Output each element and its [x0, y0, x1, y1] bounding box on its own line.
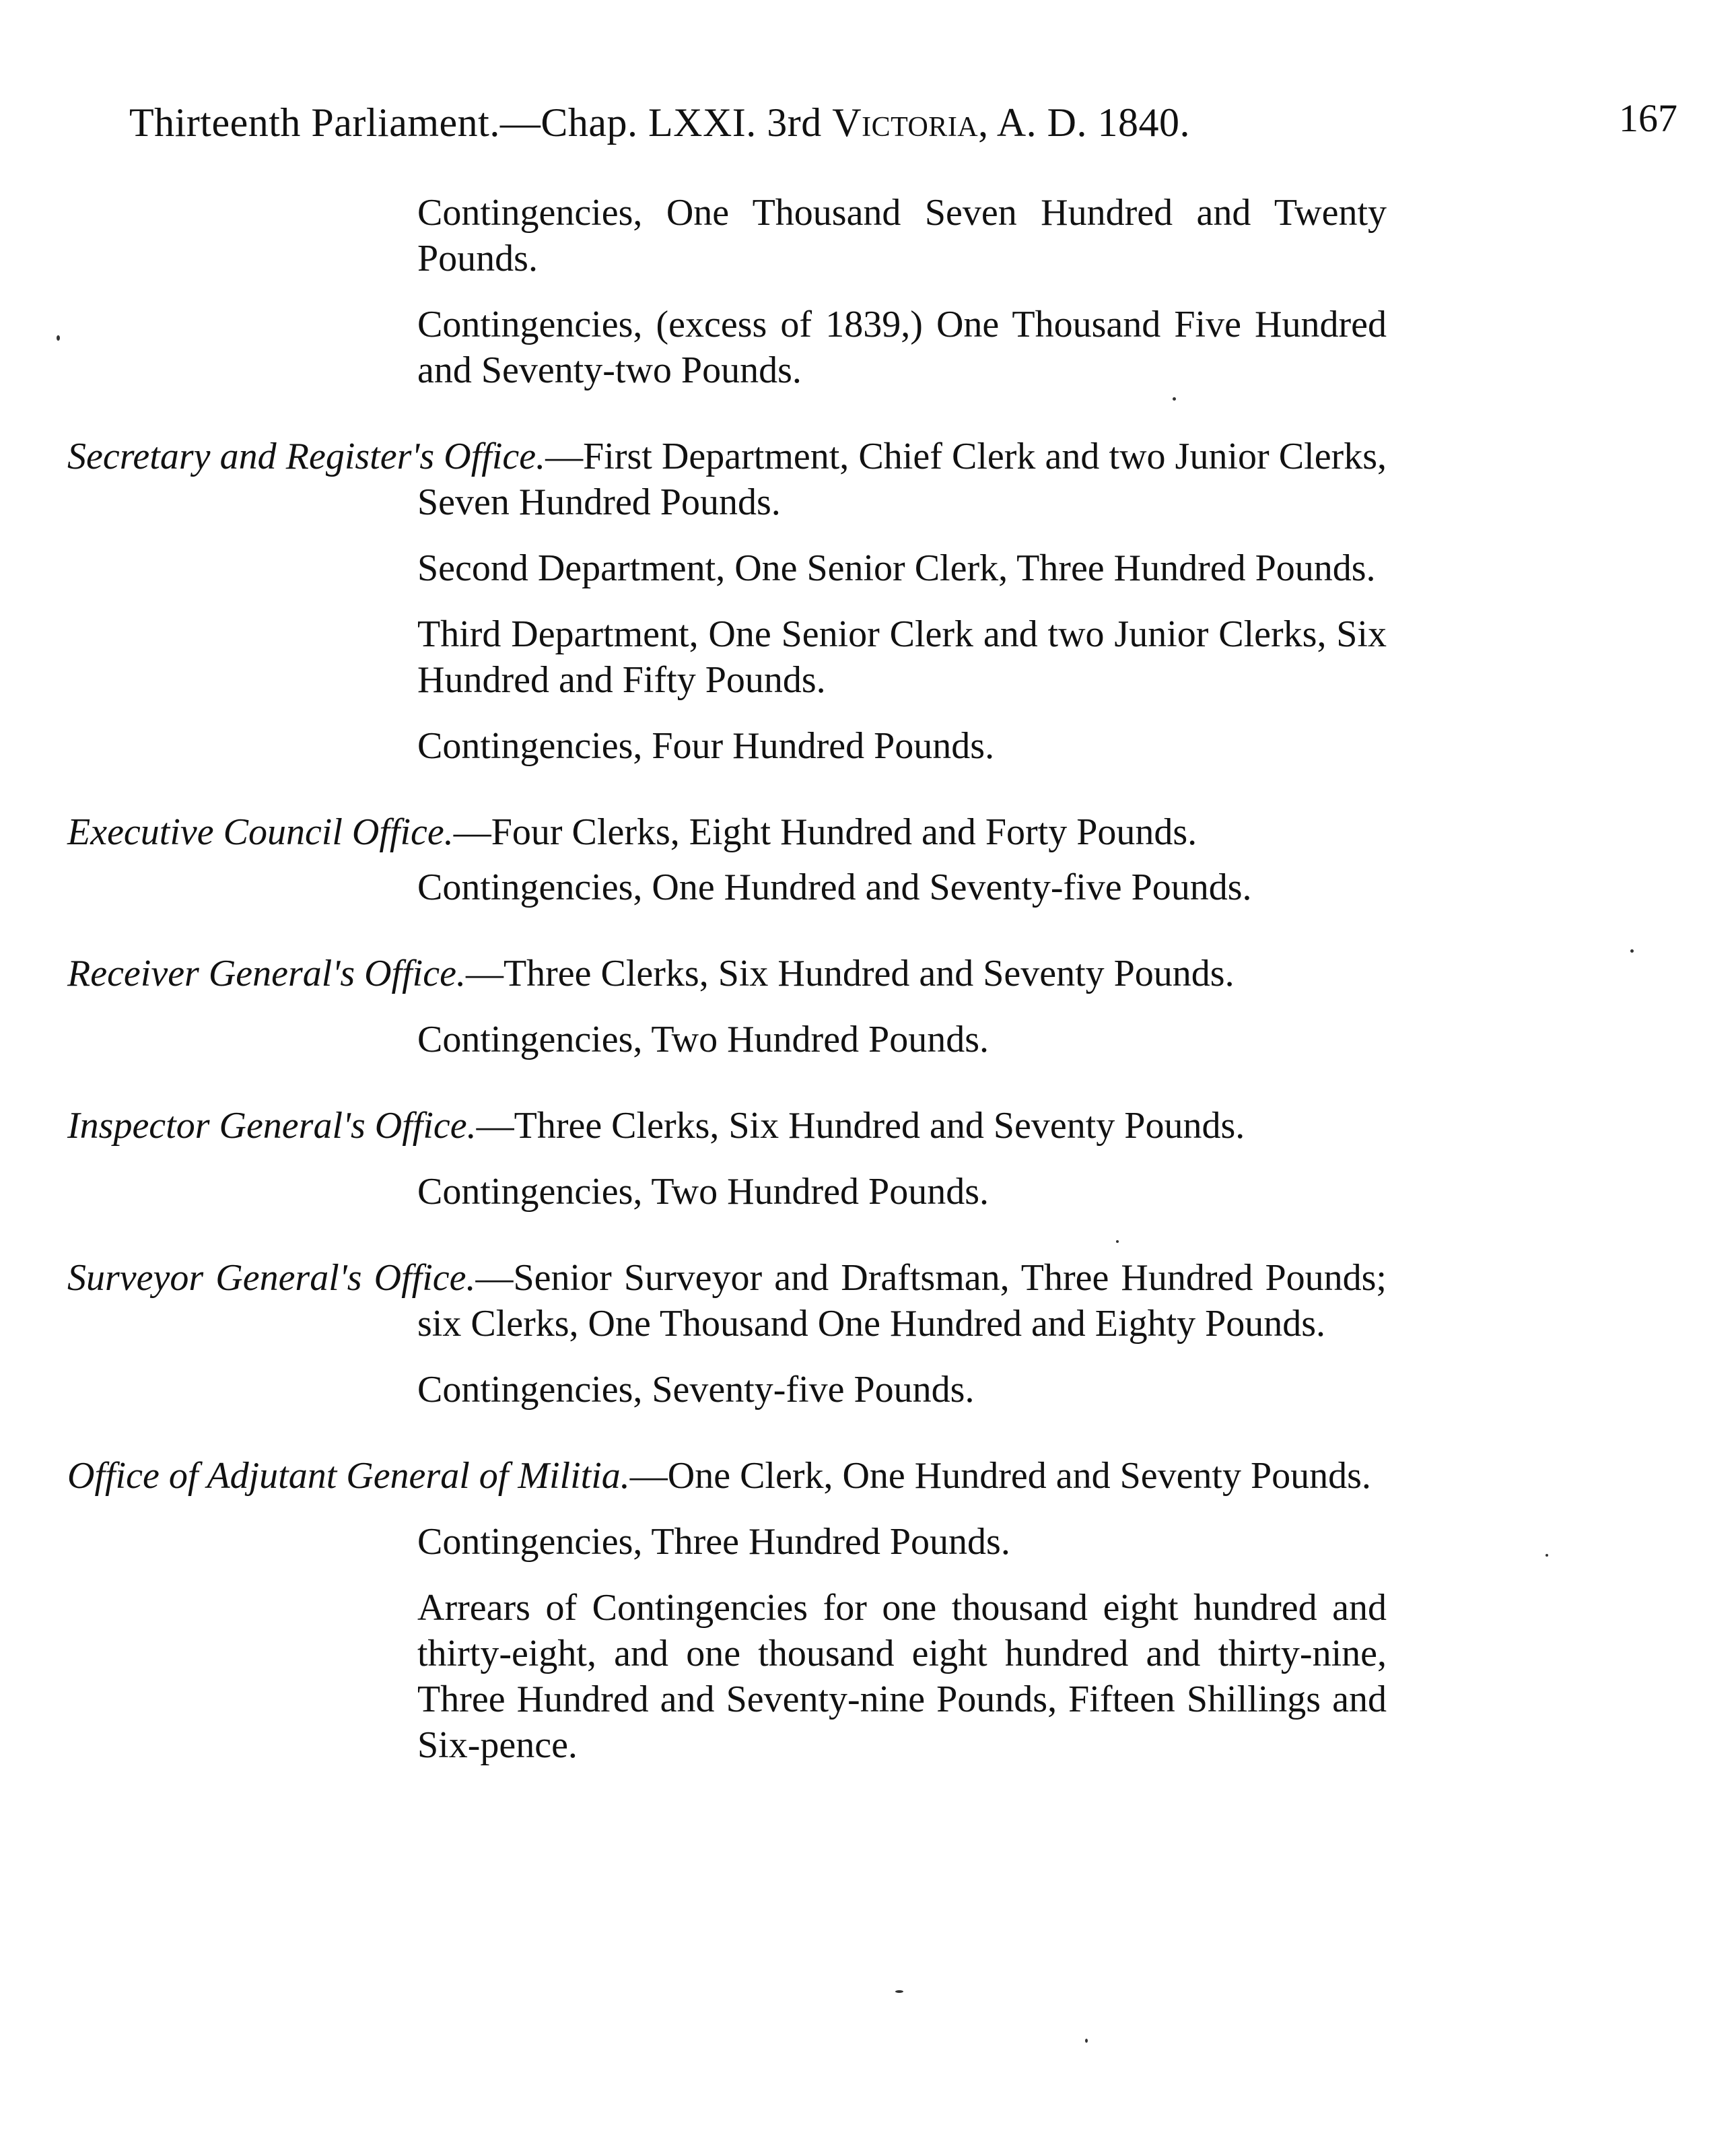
secretary-line-1: Second Department, One Senior Clerk, Three Hundred Pounds.	[417, 547, 1376, 589]
scan-speck	[1630, 949, 1634, 953]
section-receiver	[67, 951, 1387, 996]
running-title-date: , A. D. 1840.	[978, 100, 1190, 145]
page-number: 167	[1619, 96, 1677, 140]
section-text: —Four Clerks, Eight Hundred and Forty Pounds.	[453, 811, 1197, 853]
section-heading: Inspector General's Office.	[67, 1105, 477, 1147]
scan-speck	[1085, 2039, 1088, 2043]
section-text: —Three Clerks, Six Hundred and Seventy Pounds.	[465, 953, 1235, 994]
executive-line-1: Contingencies, One Hundred and Seventy-five Pounds.	[417, 867, 1252, 908]
inspector-line-1: Contingencies, Two Hundred Pounds.	[417, 1171, 989, 1213]
scan-speck	[1173, 397, 1176, 401]
scan-speck	[1546, 1554, 1548, 1557]
section-heading: Surveyor General's Office.	[67, 1257, 476, 1299]
receiver-line-1: Contingencies, Two Hundred Pounds.	[417, 1019, 989, 1060]
running-title	[129, 100, 1190, 146]
section-text: —First Department, Chief Clerk and two Junior Clerks, Seven Hundred Pounds.	[417, 436, 1387, 523]
section-text: —Senior Surveyor and Draftsman, Three Hundred Pounds; six Clerks, One Thousand One Hundred and Eighty Pounds.	[417, 1257, 1387, 1345]
section-secretary	[67, 434, 1387, 525]
scan-speck	[57, 335, 60, 341]
section-adjutant	[67, 1453, 1387, 1499]
adjutant-line-2: Arrears of Contingencies for one thousand eight hundred and thirty-eight, and one thousand eight hundred and thirty-nine, Three Hundred and Seventy-nine Pounds, Fifteen Shillings and Six-pence.	[417, 1587, 1387, 1766]
adjutant-line-1: Contingencies, Three Hundred Pounds.	[417, 1521, 1010, 1563]
paragraph-contingencies-1: Contingencies, One Thousand Seven Hundred and Twenty Pounds.	[417, 192, 1387, 279]
surveyor-line-1: Contingencies, Seventy-five Pounds.	[417, 1369, 975, 1411]
section-inspector	[67, 1103, 1387, 1149]
section-executive	[67, 809, 1387, 855]
section-surveyor	[67, 1255, 1387, 1347]
section-heading: Executive Council Office.	[67, 811, 454, 853]
paragraph-contingencies-2: Contingencies, (excess of 1839,) One Thousand Five Hundred and Seventy-two Pounds.	[417, 304, 1387, 391]
secretary-line-3: Contingencies, Four Hundred Pounds.	[417, 725, 995, 767]
section-text: —One Clerk, One Hundred and Seventy Pounds.	[629, 1455, 1371, 1497]
scan-speck	[895, 1990, 903, 1993]
running-title-victoria: Victoria	[832, 100, 979, 145]
section-heading: Secretary and Register's Office.	[67, 436, 546, 477]
running-title-text: Thirteenth Parliament.—Chap. LXXI. 3rd	[129, 100, 833, 145]
scan-speck	[1116, 1240, 1119, 1243]
section-text: —Three Clerks, Six Hundred and Seventy Pounds.	[476, 1105, 1245, 1147]
page-header	[129, 96, 1677, 154]
section-heading: Office of Adjutant General of Militia.	[67, 1455, 630, 1497]
document-body	[67, 190, 1387, 1768]
section-heading: Receiver General's Office.	[67, 953, 466, 994]
secretary-line-2: Third Department, One Senior Clerk and two Junior Clerks, Six Hundred and Fifty Pounds.	[417, 613, 1387, 701]
